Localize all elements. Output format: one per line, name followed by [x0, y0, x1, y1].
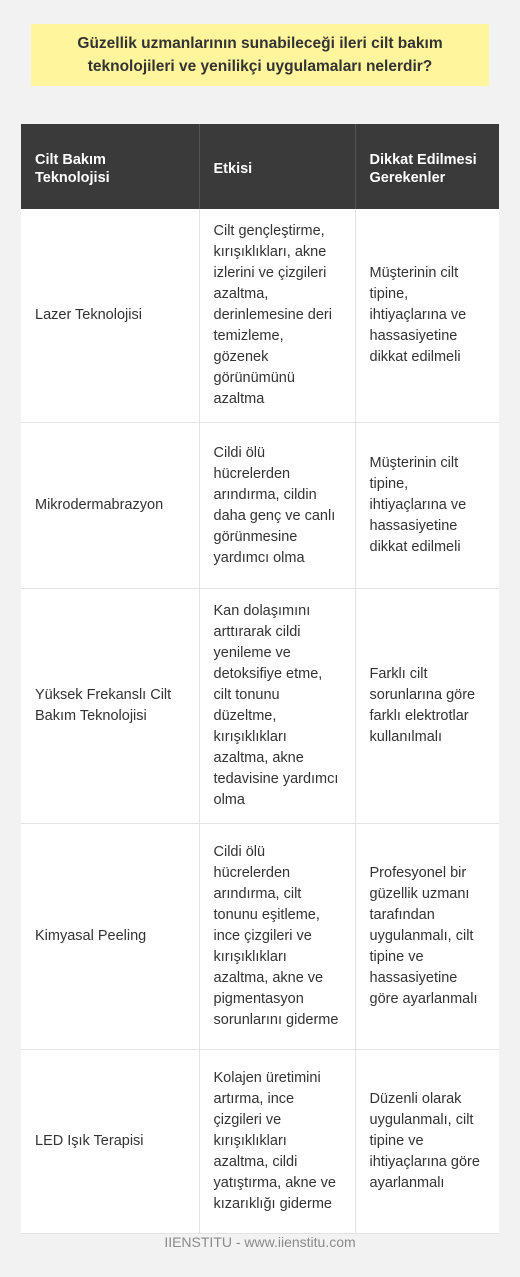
column-header-technology: Cilt Bakım Teknolojisi [21, 124, 199, 209]
effect-cell: Cildi ölü hücrelerden arındırma, cilt tonunu eşitleme, ince çizgileri ve kırışıklıkları azaltma, akne ve pigmentasyon sorunlarını giderme [199, 824, 355, 1050]
effect-cell: Cildi ölü hücrelerden arındırma, cildin daha genç ve canlı görünmesine yardımcı olma [199, 423, 355, 589]
considerations-cell: Düzenli olarak uygulanmalı, cilt tipine ve ihtiyaçlarına göre ayarlanmalı [355, 1050, 499, 1234]
technology-cell: Kimyasal Peeling [21, 824, 199, 1050]
table-row [21, 209, 499, 423]
considerations-cell: Müşterinin cilt tipine, ihtiyaçlarına ve hassasiyetine dikkat edilmeli [355, 423, 499, 589]
effect-cell: Cilt gençleştirme, kırışıklıkları, akne izlerini ve çizgileri azaltma, derinlemesine deri temizleme, gözenek görünümünü azaltma [199, 209, 355, 423]
technology-cell: Mikrodermabrazyon [21, 423, 199, 589]
table-header-row [21, 124, 499, 209]
considerations-cell: Müşterinin cilt tipine, ihtiyaçlarına ve hassasiyetine dikkat edilmeli [355, 209, 499, 423]
table-row [21, 824, 499, 1050]
page-title: Güzellik uzmanlarının sunabileceği ileri cilt bakım teknolojileri ve yenilikçi uygulamaları nelerdir? [31, 24, 489, 86]
considerations-cell: Profesyonel bir güzellik uzmanı tarafından uygulanmalı, cilt tipine ve hassasiyetine göre ayarlanmalı [355, 824, 499, 1050]
column-header-effect: Etkisi [199, 124, 355, 209]
table-row [21, 1050, 499, 1234]
technology-cell: Lazer Teknolojisi [21, 209, 199, 423]
table-row [21, 423, 499, 589]
column-header-considerations: Dikkat Edilmesi Gerekenler [355, 124, 499, 209]
footer-credit: IIENSTITU - www.iienstitu.com [164, 1234, 356, 1250]
effect-cell: Kan dolaşımını arttırarak cildi yenileme ve detoksifiye etme, cilt tonunu düzeltme, kırışıklıkları azaltma, akne tedavisine yardımcı olma [199, 589, 355, 824]
table-row [21, 589, 499, 824]
skincare-technology-table [21, 124, 499, 1234]
technology-cell: LED Işık Terapisi [21, 1050, 199, 1234]
considerations-cell: Farklı cilt sorunlarına göre farklı elektrotlar kullanılmalı [355, 589, 499, 824]
effect-cell: Kolajen üretimini artırma, ince çizgileri ve kırışıklıkları azaltma, cildi yatıştırma, akne ve kızarıklığı giderme [199, 1050, 355, 1234]
technology-cell: Yüksek Frekanslı Cilt Bakım Teknolojisi [21, 589, 199, 824]
